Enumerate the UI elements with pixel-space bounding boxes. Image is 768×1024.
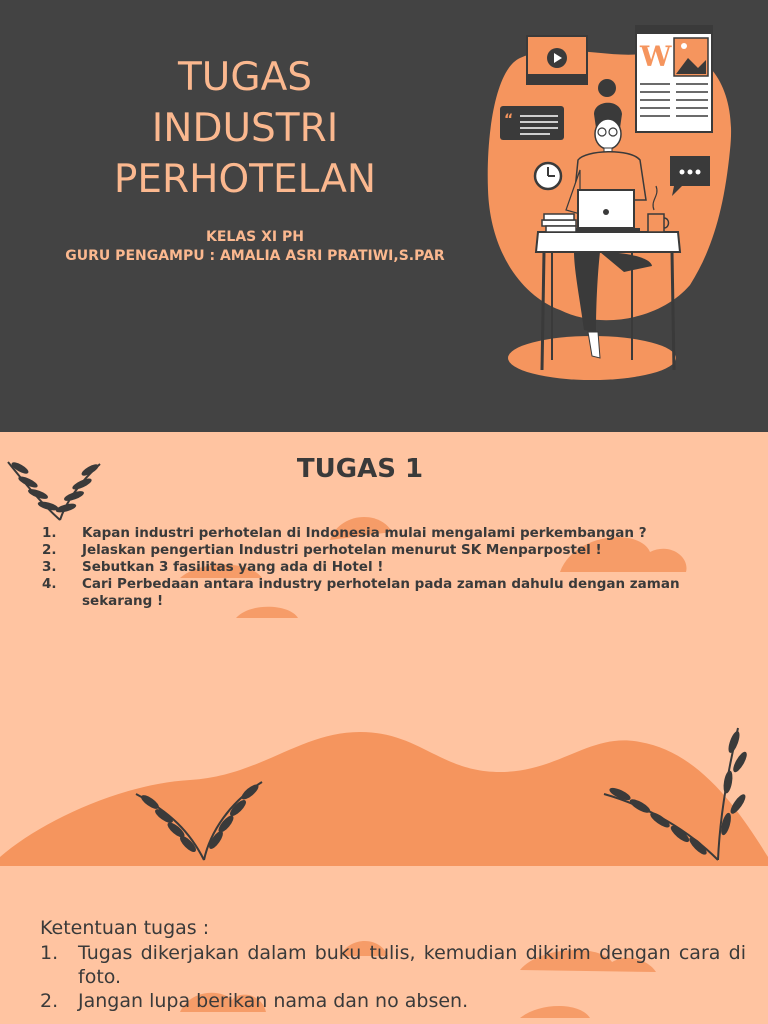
list-item <box>40 576 700 610</box>
video-player-icon <box>527 36 587 84</box>
laptop <box>572 190 640 233</box>
list-number: 2. <box>42 542 57 558</box>
article-icon <box>636 26 712 132</box>
list-number: 1. <box>42 525 57 541</box>
rules-slide <box>0 866 768 1024</box>
teacher-label: GURU PENGAMPU : AMALIA ASRI PRATIWI,S.PAR <box>65 248 445 264</box>
list-item <box>40 542 700 559</box>
slide-decoration <box>0 432 768 866</box>
list-number: 4. <box>42 576 57 592</box>
list-text: Jangan lupa berikan nama dan no absen. <box>78 990 469 1012</box>
clock-icon <box>535 163 561 189</box>
rules-list <box>40 941 746 1013</box>
list-number: 1. <box>40 942 59 964</box>
title-slide <box>0 0 768 432</box>
list-text: Kapan industri perhotelan di Indonesia mulai mengalami perkembangan ? <box>82 525 647 541</box>
svg-text:“: “ <box>504 112 514 128</box>
title-line-3: PERHOTELAN <box>113 157 377 202</box>
rules-heading: Ketentuan tugas : <box>40 917 210 939</box>
list-text: Cari Perbedaan antara industry perhotelan pada zaman dahulu dengan zaman sekarang ! <box>82 576 680 609</box>
list-item <box>40 525 700 542</box>
books <box>542 214 576 232</box>
list-text: Sebutkan 3 fasilitas yang ada di Hotel ! <box>82 559 384 575</box>
list-text: Tugas dikerjakan dalam buku tulis, kemudian dikirim dengan cara di foto. <box>78 942 746 988</box>
title-line-1: TUGAS <box>177 55 313 100</box>
list-text: Jelaskan pengertian Industri perhotelan menurut SK Menparpostel ! <box>82 542 602 558</box>
title-line-2: INDUSTRI <box>151 106 339 151</box>
list-item <box>40 989 746 1013</box>
quote-icon <box>500 106 564 140</box>
task-list <box>40 525 700 610</box>
woman-at-desk-illustration <box>0 0 768 432</box>
list-number: 3. <box>42 559 57 575</box>
list-item <box>40 941 746 989</box>
list-number: 2. <box>40 990 59 1012</box>
class-label: KELAS XI PH <box>206 229 304 245</box>
task-slide <box>0 432 768 866</box>
task-title: TUGAS 1 <box>296 454 424 484</box>
list-item <box>40 559 700 576</box>
hills <box>0 732 768 866</box>
article-badge-letter: W <box>640 40 672 73</box>
